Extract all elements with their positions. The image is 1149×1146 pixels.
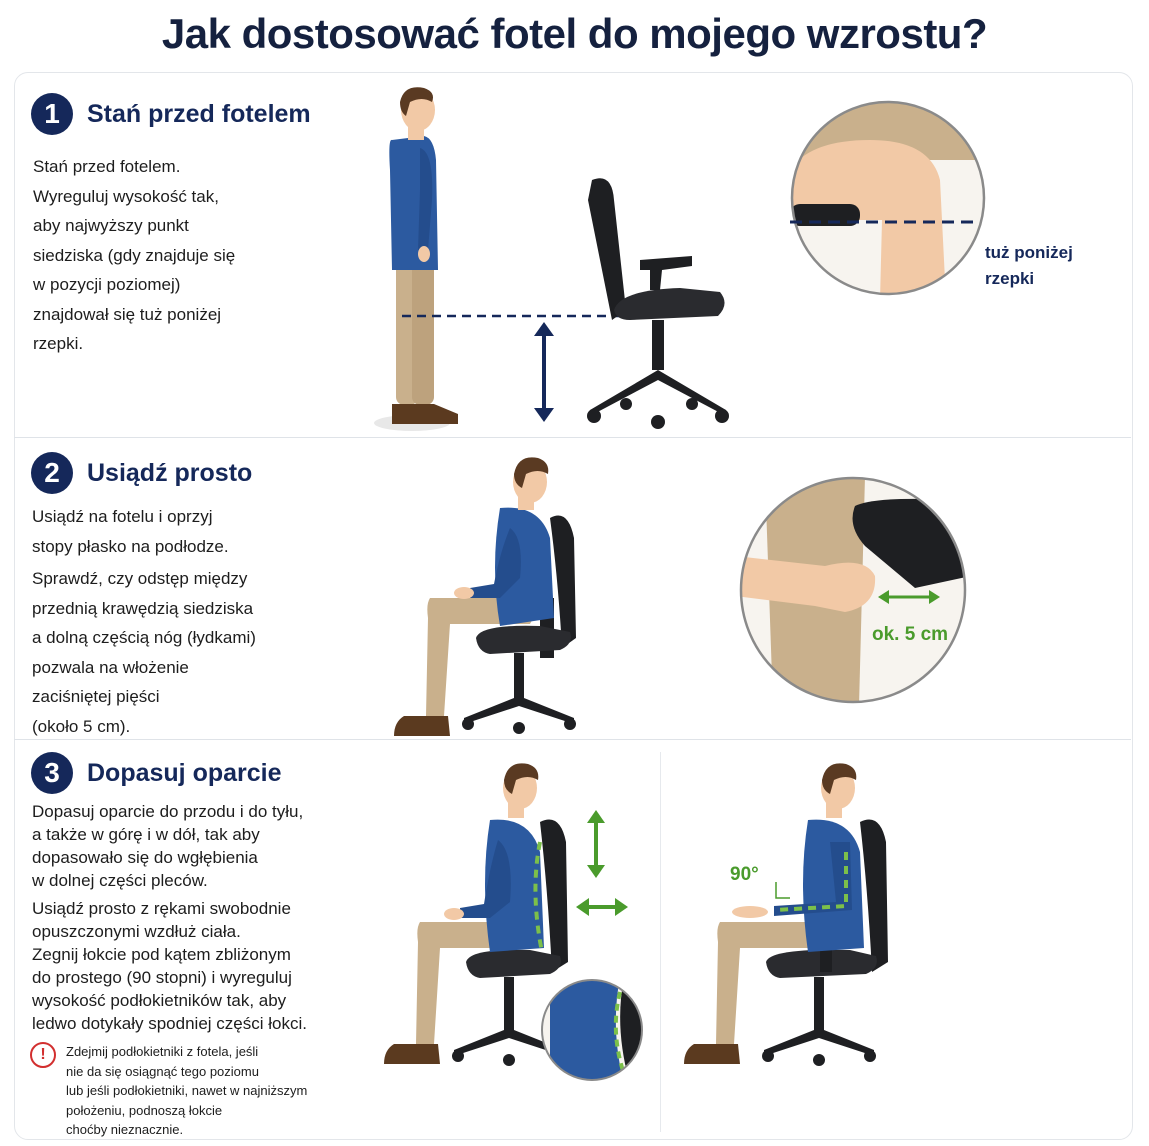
fist-gap-label: ok. 5 cm [872, 624, 949, 645]
knee-height-label: tuż poniżej rzepki [985, 243, 1073, 288]
warning-text: Zdejmij podłokietniki z fotela, jeśli nie da się osiągnąć tego poziomu lub jeśli podłokietniki, nawet w najniższym położeniu, podnoszą łokcie choćby nieznacznie. [66, 1044, 308, 1137]
office-chair-illustration [580, 170, 740, 432]
step-1-header [31, 93, 311, 135]
knee-detail-circle [790, 100, 990, 300]
page-title: Jak dostosować fotel do mojego wzrostu? [161, 10, 988, 57]
step-title: Stań przed fotelem [87, 99, 311, 128]
step-number-badge: 3 [31, 752, 73, 794]
step-2-header [31, 452, 252, 494]
horizontal-arrow-icon [576, 896, 628, 918]
step-2-instructions-a: Usiądź na fotelu i oprzyj stopy płasko na podłodze. [32, 507, 229, 556]
vertical-arrow-icon [530, 322, 558, 422]
standing-person-illustration [370, 80, 480, 435]
elbow-angle-illustration [680, 752, 900, 1072]
step-3-instructions-a: Dopasuj oparcie do przodu i do tyłu, a także w górę i w dół, tak aby dopasowało się do wgłębienia w dolnej części pleców. [32, 802, 304, 890]
step-number-badge: 1 [31, 93, 73, 135]
column-divider [660, 752, 661, 1132]
section-divider [14, 437, 1131, 438]
fist-gap-detail-circle [735, 476, 975, 706]
vertical-arrow-icon [584, 810, 608, 878]
step-1-instructions: Stań przed fotelem. Wyreguluj wysokość tak, aby najwyższy punkt siedziska (gdy znajduje się w pozycji poziomej) znajdował się tuż poniżej rzepki. [33, 157, 236, 353]
armrest-warning [30, 1042, 307, 1140]
elbow-angle-label: 90° [730, 864, 759, 885]
step-3-header [31, 752, 282, 794]
step-3-instructions-b: Usiądź prosto z rękami swobodnie opuszczonymi wzdłuż ciała. Zegnij łokcie pod kątem zbliżonym do prostego (90 stopni) i wyreguluj wysokość podłokietników tak, aby ledwo dotykały spodniej części łokci. [32, 899, 307, 1033]
seated-person-illustration [390, 448, 600, 738]
step-number-badge: 2 [31, 452, 73, 494]
step-2-instructions-b: Sprawdź, czy odstęp między przednią krawędzią siedziska a dolną częścią nóg (łydkami) pozwala na włożenie zaciśniętej pięści (około 5 cm). [32, 569, 256, 736]
step-title: Usiądź prosto [87, 458, 253, 487]
step-title: Dopasuj oparcie [87, 758, 282, 787]
warning-icon: ! [30, 1042, 56, 1068]
lumbar-detail-circle [540, 978, 646, 1084]
